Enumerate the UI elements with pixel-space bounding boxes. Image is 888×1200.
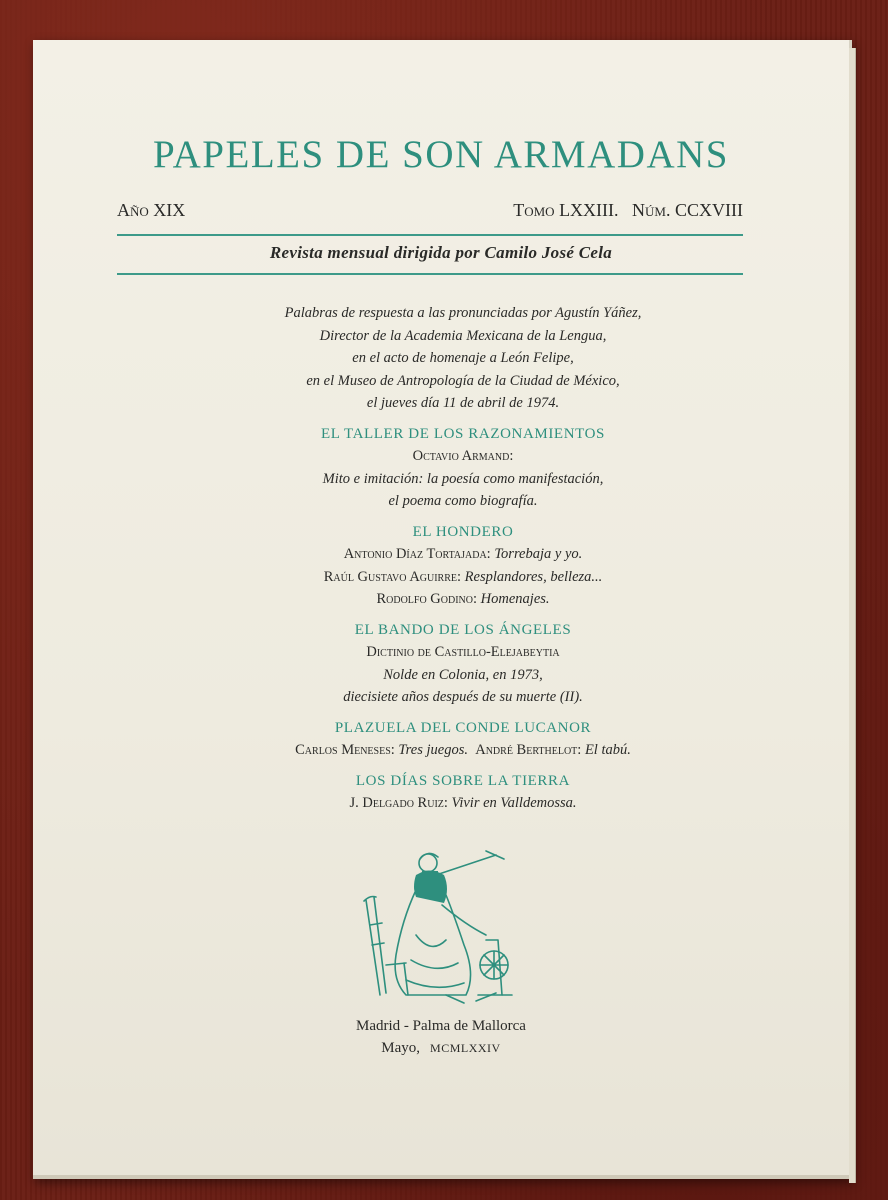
entry-author: Rodolfo Godino: — [376, 591, 478, 607]
top-divider — [117, 234, 743, 236]
section-author: Dictinio de Castillo-Elejabeytia — [366, 644, 560, 660]
section-heading: EL BANDO DE LOS ÁNGELES — [354, 621, 572, 638]
magazine-title: PAPELES DE SON ARMADANS — [153, 133, 729, 176]
woman-spinning-wheel-illustration — [346, 845, 516, 1010]
entry-author: Raúl Gustavo Aguirre: — [323, 568, 462, 585]
volume-number — [513, 200, 743, 221]
intro-line: Palabras de respuesta a las pronunciadas por Agustín Yáñez, — [284, 305, 642, 321]
imprint-year: MCMLXXIV — [430, 1041, 501, 1055]
section-entry — [183, 792, 743, 815]
section-author: Octavio Armand: — [412, 448, 514, 464]
intro-line: Director de la Academia Mexicana de la Lengua, — [319, 327, 607, 344]
intro-block — [183, 302, 743, 415]
bottom-divider — [117, 273, 743, 275]
section-heading: EL TALLER DE LOS RAZONAMIENTOS — [320, 425, 605, 442]
imprint-month: Mayo, — [381, 1040, 421, 1056]
year-label: Año XIX — [117, 200, 186, 220]
entry-author: J. Delgado Ruiz: — [349, 795, 448, 811]
section-work: diecisiete años después de su muerte (II). — [343, 689, 583, 705]
entry-author: Antonio Díaz Tortajada: — [343, 546, 491, 562]
section-entry — [183, 739, 743, 762]
section-work: Nolde en Colonia, en 1973, — [383, 666, 543, 683]
num-label: Núm. CCXVIII — [632, 200, 743, 220]
section-entry — [183, 543, 743, 566]
section-work: Mito e imitación: la poesía como manifestación, — [322, 470, 604, 487]
imprint-place: Madrid - Palma de Mallorca — [356, 1018, 526, 1034]
section-work: el poema como biografía. — [388, 493, 538, 509]
intro-line: en el Museo de Antropología de la Ciudad de México, — [306, 372, 620, 389]
entry-author: Carlos Meneses: — [295, 742, 395, 758]
magazine-subtitle: Revista mensual dirigida por Camilo José Cela — [269, 243, 613, 262]
table-of-contents — [183, 302, 743, 815]
entry-work: Torrebaja y yo. — [494, 546, 583, 562]
magazine-cover — [33, 40, 852, 1179]
entry-work: Homenajes. — [480, 591, 550, 607]
entry-work: Vivir en Valldemossa. — [451, 795, 577, 811]
section-entry — [183, 588, 743, 611]
section-entry — [183, 566, 743, 589]
intro-line: en el acto de homenaje a León Felipe, — [352, 350, 574, 366]
imprint-date — [33, 1037, 849, 1059]
section-heading: EL HONDERO — [412, 523, 514, 540]
imprint — [33, 1015, 849, 1059]
section-heading: PLAZUELA DEL CONDE LUCANOR — [334, 719, 592, 736]
intro-line: el jueves día 11 de abril de 1974. — [366, 395, 560, 411]
entry-author: André Berthelot: — [475, 742, 582, 758]
section-heading: LOS DÍAS SOBRE LA TIERRA — [355, 772, 571, 789]
tomo-label: Tomo LXXIII. — [513, 200, 619, 220]
entry-work: Tres juegos. — [398, 742, 468, 758]
entry-work: Resplandores, belleza... — [464, 568, 603, 585]
entry-work: El tabú. — [584, 742, 631, 758]
